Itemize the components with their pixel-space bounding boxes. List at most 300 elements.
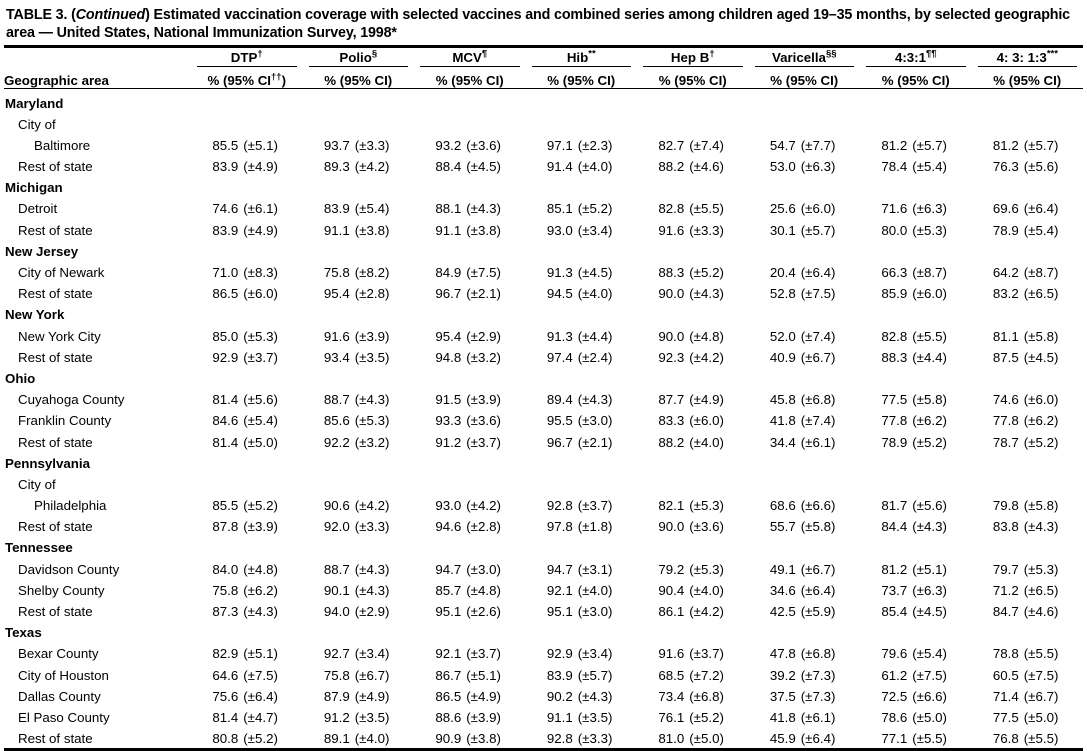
cell-percent: 95.5	[546, 413, 573, 429]
header-label-hepb: Hep B	[670, 50, 710, 66]
cell-confidence-interval: (±4.5)	[1023, 349, 1059, 365]
cell-percent: 92.8	[546, 731, 573, 747]
cell-percent: 89.1	[323, 731, 350, 747]
cell-value	[526, 195, 638, 216]
cell-confidence-interval: (±5.0)	[912, 709, 947, 725]
cell-confidence-interval: (±4.9)	[243, 159, 278, 175]
table-row	[4, 195, 1083, 216]
cell-confidence-interval: (±3.6)	[689, 519, 724, 535]
header-footnote-431: ¶¶	[925, 48, 937, 60]
cell-percent: 93.7	[323, 137, 350, 153]
cell-percent: 92.1	[546, 582, 573, 598]
cell-confidence-interval: (±4.4)	[577, 328, 613, 344]
table-row	[4, 555, 1083, 576]
cell-value	[860, 174, 972, 195]
cell-value	[972, 89, 1084, 110]
cell-value	[414, 322, 526, 343]
cell-confidence-interval: (±6.4)	[1023, 201, 1059, 217]
cell-value	[303, 704, 415, 725]
cell-value	[637, 577, 749, 598]
cell-confidence-interval: (±5.5)	[1023, 731, 1059, 747]
cell-confidence-interval: (±5.2)	[689, 709, 724, 725]
cell-value	[303, 365, 415, 386]
cell-confidence-interval: (±5.5)	[689, 201, 724, 217]
cell-confidence-interval: (±5.0)	[1023, 709, 1059, 725]
header-cell-hepb	[637, 48, 749, 67]
cell-value	[749, 661, 861, 682]
cell-value	[972, 428, 1084, 449]
cell-value	[972, 132, 1084, 153]
cell-confidence-interval: (±3.5)	[354, 349, 390, 365]
cell-value	[860, 577, 972, 598]
cell-value	[637, 322, 749, 343]
cell-value	[303, 683, 415, 704]
cell-confidence-interval: (±5.8)	[800, 519, 836, 535]
cell-confidence-interval: (±4.3)	[243, 604, 278, 619]
cell-value	[972, 407, 1084, 428]
cell-percent: 91.1	[546, 709, 573, 725]
cell-value	[191, 153, 303, 174]
cell-value	[637, 513, 749, 534]
cell-value	[749, 725, 861, 746]
table-row	[4, 280, 1083, 301]
cell-percent: 45.9	[769, 731, 796, 747]
cell-confidence-interval: (±5.2)	[243, 731, 278, 747]
cell-value	[526, 280, 638, 301]
cell-value	[414, 132, 526, 153]
cell-percent: 90.1	[323, 582, 350, 598]
cell-percent: 77.8	[992, 413, 1019, 429]
cell-value	[303, 450, 415, 471]
header-label-4313: 4: 3: 1:3	[996, 50, 1047, 66]
table-row	[4, 259, 1083, 280]
cell-confidence-interval: (±3.7)	[243, 349, 278, 365]
cell-value	[637, 598, 749, 619]
cell-confidence-interval: (±5.3)	[912, 222, 947, 238]
cell-percent: 54.7	[769, 137, 796, 153]
table-title-continued: Continued	[75, 7, 146, 23]
cell-value	[749, 111, 861, 132]
cell-value	[749, 534, 861, 555]
cell-value	[526, 725, 638, 746]
cell-confidence-interval: (±6.1)	[800, 709, 836, 725]
cell-percent: 37.5	[769, 688, 796, 704]
cell-confidence-interval: (±4.2)	[689, 604, 724, 619]
header-label-hib: Hib	[566, 50, 589, 66]
cell-confidence-interval: (±6.3)	[912, 201, 947, 217]
header-cell-4313	[972, 48, 1084, 67]
cell-value	[303, 555, 415, 576]
cell-confidence-interval: (±5.0)	[243, 434, 278, 450]
cell-value	[860, 492, 972, 513]
cell-confidence-interval: (±6.4)	[800, 731, 836, 747]
cell-percent: 83.9	[212, 222, 239, 238]
cell-value	[191, 619, 303, 640]
cell-value	[526, 492, 638, 513]
cell-percent: 78.7	[992, 434, 1019, 450]
cell-confidence-interval: (±6.7)	[800, 349, 836, 365]
cell-confidence-interval: (±5.7)	[800, 222, 836, 238]
cell-confidence-interval: (±4.0)	[577, 286, 613, 302]
cell-percent: 92.1	[435, 646, 462, 662]
cell-value	[749, 174, 861, 195]
cell-value	[191, 577, 303, 598]
cell-percent: 52.8	[769, 286, 796, 302]
cell-value	[191, 704, 303, 725]
cell-value	[749, 132, 861, 153]
cell-percent: 89.3	[323, 159, 350, 175]
cell-percent: 91.3	[546, 265, 573, 280]
cell-value	[303, 280, 415, 301]
table-row	[4, 513, 1083, 534]
cell-confidence-interval: (±2.8)	[466, 519, 501, 535]
cell-value	[972, 534, 1084, 555]
cell-confidence-interval: (±4.3)	[354, 561, 390, 577]
cell-percent: 87.7	[658, 392, 685, 408]
cell-value	[972, 365, 1084, 386]
cell-confidence-interval: (±4.0)	[577, 159, 613, 175]
cell-percent: 93.2	[435, 137, 462, 153]
cell-confidence-interval: (±4.5)	[577, 265, 613, 280]
cell-percent: 85.7	[435, 582, 462, 598]
cell-value	[303, 661, 415, 682]
cell-confidence-interval: (±3.9)	[243, 519, 278, 535]
cell-value	[637, 704, 749, 725]
cell-value	[637, 534, 749, 555]
cell-percent: 78.4	[881, 159, 908, 175]
cell-value	[972, 216, 1084, 237]
cell-confidence-interval: (±4.3)	[354, 582, 390, 598]
cell-value	[303, 132, 415, 153]
cell-value	[637, 259, 749, 280]
cell-value	[414, 111, 526, 132]
cell-percent: 82.9	[212, 646, 239, 662]
cell-value	[303, 471, 415, 492]
row-label-area: Detroit	[18, 201, 58, 217]
cell-confidence-interval: (±5.5)	[1023, 646, 1059, 662]
header-cell-geographic-area: Geographic area	[4, 73, 109, 89]
cell-confidence-interval: (±6.2)	[1023, 413, 1059, 429]
cell-percent: 79.6	[881, 646, 908, 662]
cell-percent: 95.4	[435, 328, 462, 344]
cell-percent: 81.4	[212, 392, 239, 408]
cell-value	[414, 344, 526, 365]
cell-value	[972, 661, 1084, 682]
cell-percent: 76.1	[658, 709, 685, 725]
cell-value	[303, 195, 415, 216]
cell-value	[191, 534, 303, 555]
cell-percent: 77.5	[992, 709, 1019, 725]
cell-confidence-interval: (±2.9)	[466, 328, 501, 344]
row-label-area: Rest of state	[18, 519, 93, 535]
cell-percent: 92.8	[546, 498, 573, 514]
cell-value	[972, 640, 1084, 661]
cell-value	[191, 344, 303, 365]
cell-percent: 75.8	[323, 667, 350, 683]
cell-percent: 94.8	[435, 349, 462, 365]
cell-percent: 39.2	[769, 667, 796, 683]
cell-confidence-interval: (±3.3)	[577, 731, 613, 747]
cell-confidence-interval: (±8.3)	[243, 265, 278, 280]
cell-value	[972, 280, 1084, 301]
header-row-subheads	[4, 67, 1083, 88]
cell-value	[860, 407, 972, 428]
cell-value	[303, 428, 415, 449]
cell-percent: 89.4	[546, 392, 573, 408]
cell-percent: 91.5	[435, 392, 462, 408]
cell-percent: 83.9	[546, 667, 573, 683]
cell-value	[303, 216, 415, 237]
cell-confidence-interval: (±4.3)	[1023, 519, 1059, 535]
cell-confidence-interval: (±5.2)	[912, 434, 947, 450]
header-subcell-mcv: % (95% CI)	[435, 73, 504, 89]
cell-value	[191, 640, 303, 661]
cell-confidence-interval: (±5.4)	[912, 159, 947, 175]
cell-value	[191, 492, 303, 513]
cell-value	[972, 492, 1084, 513]
cell-confidence-interval: (±6.4)	[243, 688, 278, 704]
cell-percent: 86.5	[435, 688, 462, 704]
cell-value	[860, 619, 972, 640]
cell-confidence-interval: (±4.5)	[912, 604, 947, 619]
cell-confidence-interval: (±4.7)	[243, 709, 278, 725]
cell-percent: 88.4	[435, 159, 462, 175]
cell-value	[414, 534, 526, 555]
cell-percent: 86.5	[212, 286, 239, 302]
cell-percent: 91.6	[323, 328, 350, 344]
cell-value	[414, 195, 526, 216]
cell-percent: 83.8	[992, 519, 1019, 535]
cell-confidence-interval: (±4.3)	[577, 392, 613, 408]
table-row	[4, 619, 1083, 640]
cell-confidence-interval: (±5.3)	[1023, 561, 1059, 577]
cell-value	[526, 111, 638, 132]
table-row	[4, 216, 1083, 237]
cell-confidence-interval: (±6.6)	[800, 498, 836, 514]
header-footnote-dtp: †	[257, 48, 263, 60]
row-label-area: Rest of state	[18, 434, 93, 450]
cell-value	[749, 428, 861, 449]
table-row	[4, 450, 1083, 471]
cell-percent: 81.7	[881, 498, 908, 514]
cell-value	[749, 89, 861, 110]
cell-percent: 81.4	[212, 709, 239, 725]
cell-confidence-interval: (±4.5)	[466, 159, 501, 175]
cell-percent: 87.8	[212, 519, 239, 535]
cell-confidence-interval: (±2.1)	[577, 434, 613, 450]
table-row	[4, 534, 1083, 555]
cell-percent: 97.4	[546, 349, 573, 365]
cell-confidence-interval: (±2.1)	[466, 286, 501, 302]
cell-value	[749, 322, 861, 343]
cell-percent: 78.6	[881, 709, 908, 725]
cell-value	[972, 344, 1084, 365]
cell-confidence-interval: (±6.7)	[1023, 688, 1059, 704]
table-row	[4, 725, 1083, 746]
cell-value	[414, 407, 526, 428]
cell-confidence-interval: (±7.4)	[800, 328, 836, 344]
cell-confidence-interval: (±3.5)	[354, 709, 390, 725]
cell-percent: 66.3	[881, 265, 908, 280]
cell-value	[526, 619, 638, 640]
cell-value	[637, 344, 749, 365]
cell-confidence-interval: (±5.1)	[243, 646, 278, 662]
table-row	[4, 111, 1083, 132]
cell-percent: 85.9	[881, 286, 908, 302]
cell-value	[860, 386, 972, 407]
cell-confidence-interval: (±4.2)	[354, 159, 390, 175]
cell-confidence-interval: (±5.2)	[577, 201, 613, 217]
cell-value	[860, 344, 972, 365]
cell-percent: 25.6	[769, 201, 796, 217]
cell-percent: 79.7	[992, 561, 1019, 577]
cell-percent: 95.4	[323, 286, 350, 302]
cell-confidence-interval: (±4.3)	[577, 688, 613, 704]
cell-confidence-interval: (±5.7)	[1023, 137, 1059, 153]
cell-confidence-interval: (±4.6)	[689, 159, 724, 175]
cell-percent: 92.3	[658, 349, 685, 365]
cell-percent: 61.2	[881, 667, 908, 683]
cell-percent: 78.8	[992, 646, 1019, 662]
cell-value	[972, 111, 1084, 132]
cell-confidence-interval: (±5.0)	[689, 731, 724, 747]
cell-confidence-interval: (±6.0)	[689, 413, 724, 429]
cell-percent: 93.0	[546, 222, 573, 238]
cell-percent: 88.7	[323, 392, 350, 408]
cell-percent: 88.2	[658, 159, 685, 175]
cell-confidence-interval: (±3.6)	[466, 413, 501, 429]
cell-value	[414, 280, 526, 301]
row-label-area: Philadelphia	[34, 498, 107, 514]
cell-value	[526, 132, 638, 153]
cell-percent: 94.0	[323, 604, 350, 619]
cell-confidence-interval: (±3.4)	[354, 646, 390, 662]
cell-percent: 80.8	[212, 731, 239, 747]
cell-percent: 49.1	[769, 561, 796, 577]
cell-value	[303, 238, 415, 259]
row-label-area: Rest of state	[18, 159, 93, 175]
cell-confidence-interval: (±3.5)	[577, 709, 613, 725]
cell-value	[637, 725, 749, 746]
cell-value	[303, 259, 415, 280]
cell-value	[414, 386, 526, 407]
row-label-state: Tennessee	[5, 540, 73, 556]
cell-value	[972, 195, 1084, 216]
cell-percent: 81.2	[881, 137, 908, 153]
cell-percent: 88.7	[323, 561, 350, 577]
cell-percent: 53.0	[769, 159, 796, 175]
cell-percent: 78.9	[881, 434, 908, 450]
cell-percent: 91.4	[546, 159, 573, 175]
row-label-area: Rest of state	[18, 731, 93, 747]
cell-percent: 34.4	[769, 434, 796, 450]
cell-percent: 76.8	[992, 731, 1019, 747]
cell-value	[749, 683, 861, 704]
cell-value	[526, 407, 638, 428]
cell-value	[303, 153, 415, 174]
header-sublabel-dtp-suffix: )	[281, 73, 287, 89]
header-subcell-431: % (95% CI)	[881, 73, 950, 89]
cell-value	[414, 153, 526, 174]
header-cell-hib	[526, 48, 638, 67]
header-cell-spacer	[4, 48, 191, 67]
cell-percent: 77.8	[881, 413, 908, 429]
cell-value	[749, 704, 861, 725]
cell-value	[303, 534, 415, 555]
table-title	[6, 6, 1081, 42]
cell-percent: 75.6	[212, 688, 239, 704]
cell-percent: 93.0	[435, 498, 462, 514]
row-label-area: Cuyahoga County	[18, 392, 125, 408]
cell-confidence-interval: (±4.3)	[689, 286, 724, 302]
cell-confidence-interval: (±6.2)	[912, 413, 947, 429]
row-label-area: Rest of state	[18, 222, 93, 238]
cell-value	[860, 725, 972, 746]
cell-percent: 86.7	[435, 667, 462, 683]
table-title-suffix: ) Estimated vaccination coverage with selected vaccines and combined series among children aged 19–35 months, by selected geographic area — United States, National Immunization Survey, 1998*	[6, 7, 1070, 42]
cell-confidence-interval: (±5.3)	[689, 561, 724, 577]
cell-value	[526, 640, 638, 661]
cell-confidence-interval: (±2.4)	[577, 349, 613, 365]
cell-value	[526, 661, 638, 682]
cell-confidence-interval: (±7.3)	[800, 667, 836, 683]
cell-value	[637, 132, 749, 153]
cell-value	[972, 704, 1084, 725]
cell-confidence-interval: (±5.6)	[912, 498, 947, 514]
cell-value	[191, 280, 303, 301]
cell-confidence-interval: (±6.1)	[243, 201, 278, 217]
cell-value	[191, 683, 303, 704]
cell-value	[860, 428, 972, 449]
cell-percent: 91.1	[435, 222, 462, 238]
cell-value	[303, 111, 415, 132]
row-label-area: Dallas County	[18, 688, 101, 704]
cell-value	[526, 534, 638, 555]
cell-value	[637, 111, 749, 132]
cell-percent: 75.8	[212, 582, 239, 598]
cell-percent: 83.2	[992, 286, 1019, 302]
cell-value	[191, 216, 303, 237]
cell-percent: 94.5	[546, 286, 573, 302]
cell-percent: 92.7	[323, 646, 350, 662]
table-header	[4, 48, 1083, 88]
cell-value	[191, 471, 303, 492]
cell-percent: 85.6	[323, 413, 350, 429]
cell-value	[526, 174, 638, 195]
cell-percent: 85.1	[546, 201, 573, 217]
row-label-area: City of	[18, 116, 56, 132]
cell-confidence-interval: (±5.4)	[912, 646, 947, 662]
cell-confidence-interval: (±1.8)	[577, 519, 613, 535]
table-row	[4, 492, 1083, 513]
header-footnote-4313: ***	[1046, 48, 1058, 60]
cell-confidence-interval: (±7.5)	[243, 667, 278, 683]
cell-confidence-interval: (±3.9)	[354, 328, 390, 344]
row-label-area: Rest of state	[18, 286, 93, 302]
cell-percent: 83.9	[323, 201, 350, 217]
cell-percent: 87.5	[992, 349, 1019, 365]
header-cell-dtp	[191, 48, 303, 67]
cell-value	[972, 619, 1084, 640]
header-subcell-hepb: % (95% CI)	[658, 73, 727, 89]
cell-value	[191, 174, 303, 195]
cell-percent: 91.6	[658, 222, 685, 238]
cell-value	[303, 619, 415, 640]
cell-confidence-interval: (±4.9)	[689, 392, 724, 408]
cell-percent: 64.6	[212, 667, 239, 683]
cell-percent: 97.1	[546, 137, 573, 153]
cell-value	[414, 640, 526, 661]
